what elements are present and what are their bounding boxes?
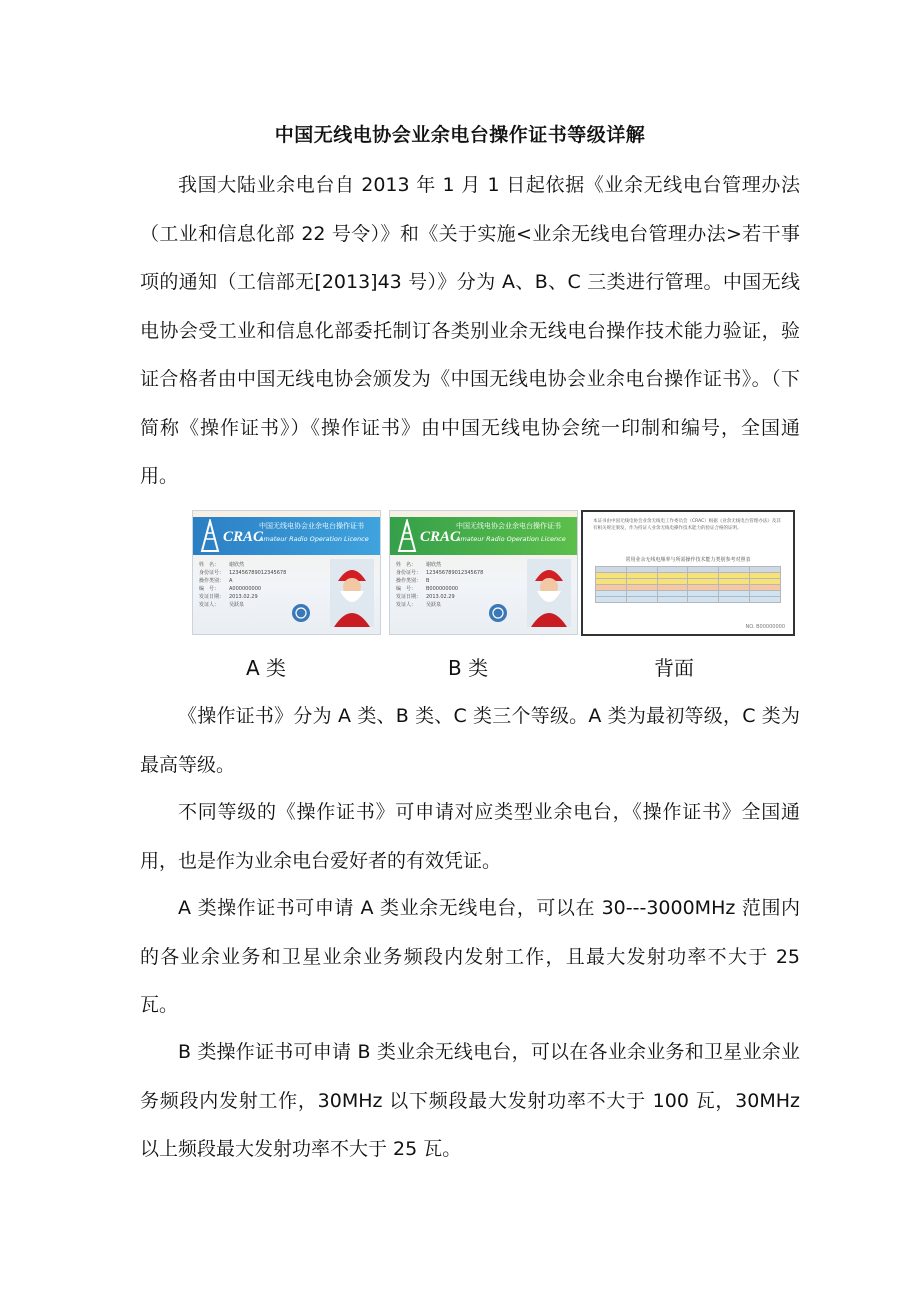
field-label: 发证日期： — [396, 594, 422, 600]
figure-captions — [192, 652, 792, 682]
field-label: 姓 名： — [396, 562, 417, 568]
radio-tower-icon — [197, 519, 223, 553]
certificate-figure — [192, 510, 792, 640]
document-title: 中国无线电协会业余电台操作证书等级详解 — [274, 124, 646, 146]
card-class-a — [192, 510, 381, 635]
photo-santa-icon — [330, 559, 374, 627]
field-value: 谢欣然 — [229, 562, 245, 568]
caption-class-b: B 类 — [448, 656, 489, 680]
card-fields — [396, 561, 483, 609]
field-label: 发证日期： — [199, 594, 225, 600]
back-table-title: 常用业余无线电频率与所需操作技术能力类别参考对照表 — [625, 557, 751, 563]
field-value: B — [426, 578, 430, 584]
field-value: 2013.02.29 — [426, 594, 455, 600]
emblem-icon — [291, 603, 311, 623]
field-value: 123456789012345678 — [229, 570, 287, 576]
card-title-cn: 中国无线电协会业余电台操作证书 — [456, 522, 561, 530]
frequency-table — [595, 566, 781, 603]
field-value: 吴跃泉 — [229, 602, 245, 608]
card-title-en: Amateur Radio Operation Licence — [456, 535, 566, 543]
field-value: 谢欣然 — [426, 562, 442, 568]
card-title-en: Amateur Radio Operation Licence — [259, 535, 369, 543]
field-value: B000000000 — [426, 586, 459, 592]
field-label: 身份证号： — [199, 570, 225, 576]
field-value: A000000000 — [229, 586, 262, 592]
card-back-side — [581, 510, 795, 636]
card-class-b — [389, 510, 578, 635]
field-value: 123456789012345678 — [426, 570, 484, 576]
field-label: 操作类别： — [199, 578, 225, 584]
field-label: 发证人： — [396, 602, 417, 608]
field-label: 编 号： — [199, 586, 220, 592]
back-notice-text: 本证书由中国无线电协会业余无线电工作委员会（CRAC）根据《业余无线电台管理办法》及其有相关规定颁发，作为持证人业余无线电操作技术能力的验证合格的证明。 — [593, 519, 781, 531]
caption-back: 背面 — [654, 656, 694, 680]
paragraph-validity: 不同等级的《操作证书》可申请对应类型业余电台，《操作证书》全国通用，也是作为业余电台爱好者的有效凭证。 — [140, 801, 800, 872]
paragraph-levels: 《操作证书》分为 A 类、B 类、C 类三个等级。A 类为最初等级，C 类为最高等级。 — [140, 705, 800, 776]
crac-logo-text: CRAC — [223, 529, 264, 545]
field-label: 发证人： — [199, 602, 220, 608]
paragraph-class-b: B 类操作证书可申请 B 类业余无线电台，可以在各业余业务和卫星业余业务频段内发射工作，30MHz 以下频段最大发射功率不大于 100 瓦，30MHz 以上频段最大发射功率不大于 25 瓦。 — [140, 1041, 800, 1160]
back-serial-number: NO. B00000000 — [745, 624, 785, 630]
field-value: 吴跃泉 — [426, 602, 442, 608]
radio-tower-icon — [394, 519, 420, 553]
paragraph-intro: 我国大陆业余电台自 2013 年 1 月 1 日起依据《业余无线电台管理办法（工业和信息化部 22 号令）》和《关于实施<业余无线电台管理办法>若干事项的通知（工信部无[2013]43 号）》分为 A、B、C 三类进行管理。中国无线电协会受工业和信息化部委托制订各类别业余无线电台操作技术能力验证，验证合格者由中国无线电协会颁发为《中国无线电协会业余电台操作证书》。（下简称《操作证书》）《操作证书》由中国无线电协会统一印制和编号，全国通用。 — [140, 174, 800, 487]
field-label: 身份证号： — [396, 570, 422, 576]
card-fields — [199, 561, 286, 609]
field-label: 姓 名： — [199, 562, 220, 568]
field-value: 2013.02.29 — [229, 594, 258, 600]
field-label: 编 号： — [396, 586, 417, 592]
caption-class-a: A 类 — [246, 656, 287, 680]
field-value: A — [229, 578, 233, 584]
crac-logo-text: CRAC — [420, 529, 461, 545]
field-label: 操作类别： — [396, 578, 422, 584]
paragraph-class-a: A 类操作证书可申请 A 类业余无线电台，可以在 30---3000MHz 范围内的各业余业务和卫星业余业务频段内发射工作，且最大发射功率不大于 25 瓦。 — [140, 897, 800, 1016]
emblem-icon — [488, 603, 508, 623]
photo-santa-icon — [527, 559, 571, 627]
card-title-cn: 中国无线电协会业余电台操作证书 — [259, 522, 364, 530]
